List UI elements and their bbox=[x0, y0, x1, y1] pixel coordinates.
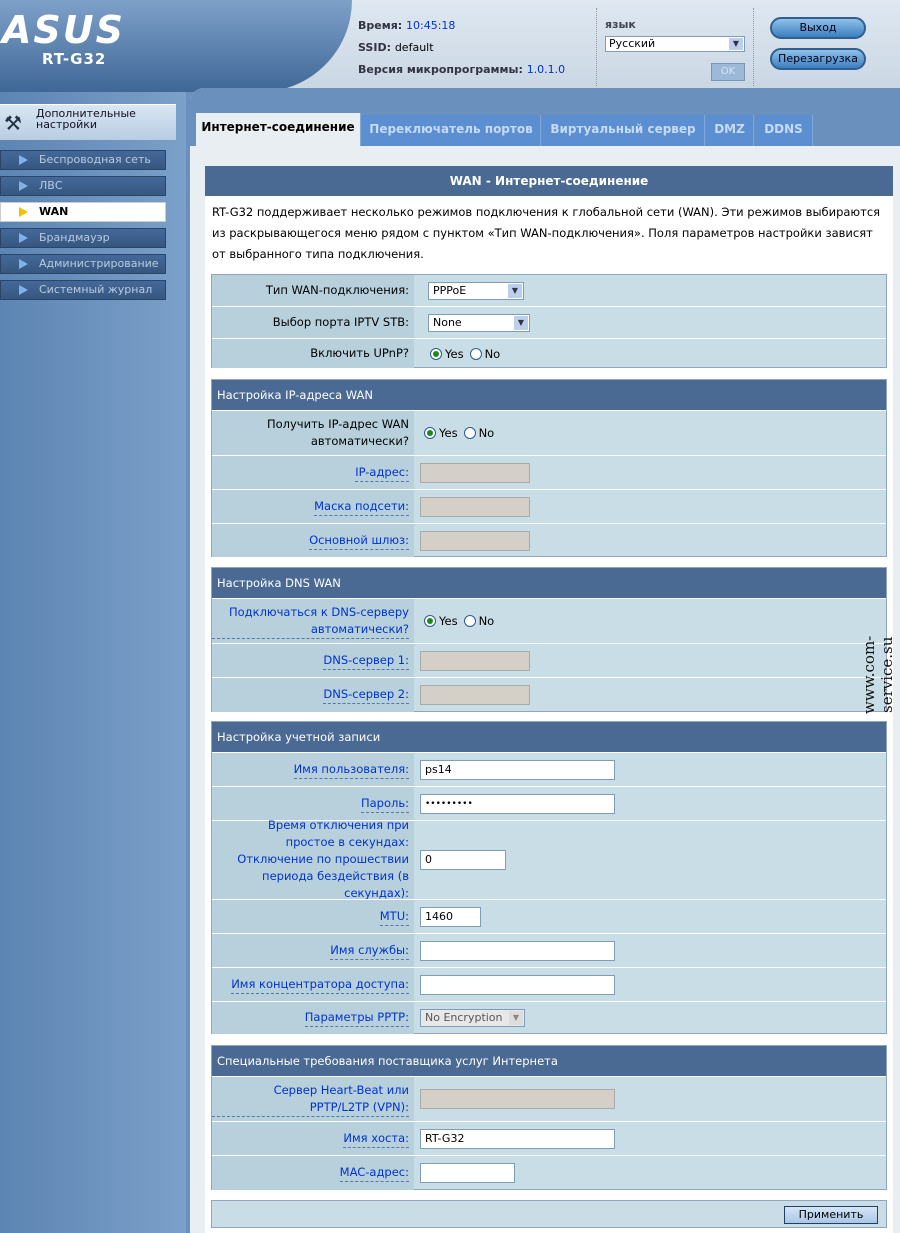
tab-port-switch[interactable]: Переключатель портов bbox=[362, 115, 541, 146]
mtu-input[interactable]: 1460 bbox=[420, 907, 481, 927]
sidebar-header[interactable] bbox=[0, 104, 176, 140]
gateway-row bbox=[212, 523, 886, 557]
iptv-row bbox=[212, 306, 886, 338]
time-value[interactable]: 10:45:18 bbox=[406, 19, 456, 32]
reboot-button[interactable]: Перезагрузка bbox=[770, 48, 866, 70]
sidebar-item-label: ЛВС bbox=[39, 179, 63, 192]
upnp-label: Включить UPnP? bbox=[212, 339, 414, 368]
wan-type-label: Тип WAN-подключения: bbox=[212, 275, 414, 306]
username-row bbox=[212, 752, 886, 786]
hostname-row bbox=[212, 1121, 886, 1155]
status-panel bbox=[358, 18, 565, 84]
ssid-label: SSID: bbox=[358, 41, 391, 54]
header bbox=[0, 0, 900, 92]
pptp-options-label: Параметры PPTP: bbox=[212, 1002, 414, 1034]
page-title: WAN - Интернет-соединение bbox=[205, 166, 893, 196]
main-panel bbox=[205, 166, 896, 1233]
apply-button[interactable]: Применить bbox=[784, 1206, 878, 1224]
arrow-icon bbox=[19, 181, 28, 191]
heartbeat-row bbox=[212, 1076, 886, 1121]
idle-time-row bbox=[212, 820, 886, 899]
dns-auto-yes-radio[interactable] bbox=[424, 615, 436, 627]
username-input[interactable]: ps14 bbox=[420, 760, 615, 780]
tab-dmz[interactable]: DMZ bbox=[706, 115, 754, 146]
service-name-input[interactable] bbox=[420, 941, 615, 961]
tab-virtual-server[interactable]: Виртуальный сервер bbox=[542, 115, 705, 146]
sidebar-item-wan[interactable] bbox=[0, 202, 166, 222]
arrow-icon bbox=[19, 155, 28, 165]
arrow-icon bbox=[19, 259, 28, 269]
sidebar-item-firewall[interactable] bbox=[0, 228, 166, 248]
isp-section-header: Специальные требования поставщика услуг Интернета bbox=[212, 1046, 886, 1076]
chevron-down-icon: ▼ bbox=[508, 284, 522, 298]
apply-row bbox=[211, 1200, 887, 1228]
ip-auto-no-radio[interactable] bbox=[464, 427, 476, 439]
logo-area bbox=[0, 0, 352, 92]
ip-auto-yes-label: Yes bbox=[439, 426, 458, 440]
access-concentrator-label: Имя концентратора доступа: bbox=[212, 968, 414, 1001]
iptv-label: Выбор порта IPTV STB: bbox=[212, 307, 414, 338]
dns2-row bbox=[212, 677, 886, 712]
upnp-yes-radio[interactable] bbox=[430, 348, 442, 360]
sidebar-item-label: Системный журнал bbox=[39, 283, 153, 296]
language-label: язык bbox=[605, 18, 636, 31]
dns-section-header: Настройка DNS WAN bbox=[212, 568, 886, 598]
dns1-input[interactable] bbox=[420, 651, 530, 671]
dns-auto-label: Подключаться к DNS-серверу автоматически? bbox=[212, 599, 414, 643]
firmware-value[interactable]: 1.0.1.0 bbox=[526, 63, 566, 76]
language-select[interactable] bbox=[605, 36, 745, 52]
asus-logo: ASUS bbox=[2, 8, 126, 52]
wan-type-row bbox=[212, 275, 886, 306]
firmware-label: Версия микропрограммы: bbox=[358, 63, 523, 76]
upnp-yes-label: Yes bbox=[445, 346, 464, 361]
tab-internet-connection[interactable]: Интернет-соединение bbox=[196, 113, 361, 146]
subnet-mask-input[interactable] bbox=[420, 497, 530, 517]
dns-auto-yes-label: Yes bbox=[439, 614, 458, 628]
watermark: www.com-service.su bbox=[860, 635, 896, 715]
sidebar-item-administration[interactable] bbox=[0, 254, 166, 274]
language-value: Русский bbox=[609, 37, 656, 50]
sidebar-header-label: Дополнительные настройки bbox=[36, 107, 136, 131]
dns1-label: DNS-сервер 1: bbox=[212, 644, 414, 677]
wan-type-value: PPPoE bbox=[433, 283, 467, 297]
password-input[interactable]: ••••••••• bbox=[420, 794, 615, 814]
dns-auto-no-label: No bbox=[478, 614, 495, 628]
dns-auto-row bbox=[212, 598, 886, 643]
sidebar-item-label: Администрирование bbox=[39, 257, 159, 270]
mtu-label: MTU: bbox=[212, 900, 414, 933]
upnp-no-radio[interactable] bbox=[470, 348, 482, 360]
basic-settings-table bbox=[211, 274, 887, 368]
mac-address-input[interactable] bbox=[420, 1163, 515, 1183]
account-settings-table bbox=[211, 721, 887, 1034]
ip-address-row bbox=[212, 455, 886, 489]
arrow-icon bbox=[19, 233, 28, 243]
page-description: RT-G32 поддерживает несколько режимов подключения к глобальной сети (WAN). Эти режимов выбираются из раскрывающегося меню рядом с пунктом «Тип WAN-подключения». Поля параметров настройки зависят от выбранного типа подключения. bbox=[212, 205, 881, 261]
heartbeat-label: Сервер Heart-Beat или PPTP/L2TP (VPN): bbox=[212, 1077, 414, 1121]
sidebar-item-label: WAN bbox=[39, 205, 69, 218]
access-concentrator-row bbox=[212, 967, 886, 1001]
ip-section-header: Настройка IP-адреса WAN bbox=[212, 380, 886, 410]
dns-auto-no-radio[interactable] bbox=[464, 615, 476, 627]
sidebar-item-lan[interactable] bbox=[0, 176, 166, 196]
time-label: Время: bbox=[358, 19, 403, 32]
ip-settings-table bbox=[211, 379, 887, 557]
sidebar bbox=[0, 92, 186, 1233]
pptp-options-select[interactable] bbox=[420, 1009, 525, 1027]
idle-time-input[interactable]: 0 bbox=[420, 850, 506, 870]
upnp-row bbox=[212, 338, 886, 368]
pptp-options-value: No Encryption bbox=[425, 1011, 503, 1024]
dns2-label: DNS-сервер 2: bbox=[212, 678, 414, 712]
tab-ddns[interactable]: DDNS bbox=[755, 115, 813, 146]
iptv-select[interactable] bbox=[428, 314, 530, 332]
chevron-down-icon: ▼ bbox=[514, 316, 528, 330]
ip-address-input[interactable] bbox=[420, 463, 530, 483]
arrow-icon bbox=[19, 207, 28, 217]
dns-settings-table bbox=[211, 567, 887, 712]
sidebar-item-syslog[interactable] bbox=[0, 280, 166, 300]
wan-type-select[interactable] bbox=[428, 282, 524, 300]
mac-address-row bbox=[212, 1155, 886, 1190]
gateway-input[interactable] bbox=[420, 531, 530, 551]
pptp-options-row bbox=[212, 1001, 886, 1034]
subnet-mask-label: Маска подсети: bbox=[212, 490, 414, 523]
idle-time-label: Время отключения при простое в секундах: Отключение по прошествии периода бездействия (в секундах): bbox=[212, 821, 414, 899]
password-label: Пароль: bbox=[212, 787, 414, 820]
sidebar-item-label: Брандмауэр bbox=[39, 231, 110, 244]
dns1-row bbox=[212, 643, 886, 677]
service-name-row bbox=[212, 933, 886, 967]
ip-auto-row bbox=[212, 410, 886, 455]
sidebar-item-wireless[interactable] bbox=[0, 150, 166, 170]
mtu-row bbox=[212, 899, 886, 933]
account-section-header: Настройка учетной записи bbox=[212, 722, 886, 752]
language-panel bbox=[596, 8, 754, 86]
sidebar-item-label: Беспроводная сеть bbox=[39, 153, 151, 166]
ssid-value: default bbox=[394, 41, 434, 54]
chevron-down-icon: ▼ bbox=[729, 38, 743, 50]
mac-address-label: MAC-адрес: bbox=[212, 1156, 414, 1190]
hostname-input[interactable]: RT-G32 bbox=[420, 1129, 615, 1149]
isp-settings-table bbox=[211, 1045, 887, 1190]
language-ok-button[interactable]: OK bbox=[711, 63, 745, 81]
gateway-label: Основной шлюз: bbox=[212, 524, 414, 557]
arrow-icon bbox=[19, 285, 28, 295]
password-row bbox=[212, 786, 886, 820]
username-label: Имя пользователя: bbox=[212, 753, 414, 786]
access-concentrator-input[interactable] bbox=[420, 975, 615, 995]
service-name-label: Имя службы: bbox=[212, 934, 414, 967]
ip-auto-label: Получить IP-адрес WAN автоматически? bbox=[212, 411, 414, 455]
chevron-down-icon: ▼ bbox=[509, 1011, 523, 1025]
upnp-no-label: No bbox=[484, 346, 501, 361]
heartbeat-input[interactable] bbox=[420, 1089, 615, 1109]
dns2-input[interactable] bbox=[420, 685, 530, 705]
subnet-mask-row bbox=[212, 489, 886, 523]
ip-auto-yes-radio[interactable] bbox=[424, 427, 436, 439]
logout-button[interactable]: Выход bbox=[770, 17, 866, 39]
hostname-label: Имя хоста: bbox=[212, 1122, 414, 1155]
model-name: RT-G32 bbox=[42, 50, 107, 68]
ip-address-label: IP-адрес: bbox=[212, 456, 414, 489]
tools-icon: ⚒ bbox=[4, 111, 22, 135]
ip-auto-no-label: No bbox=[478, 426, 495, 440]
iptv-value: None bbox=[433, 315, 462, 329]
